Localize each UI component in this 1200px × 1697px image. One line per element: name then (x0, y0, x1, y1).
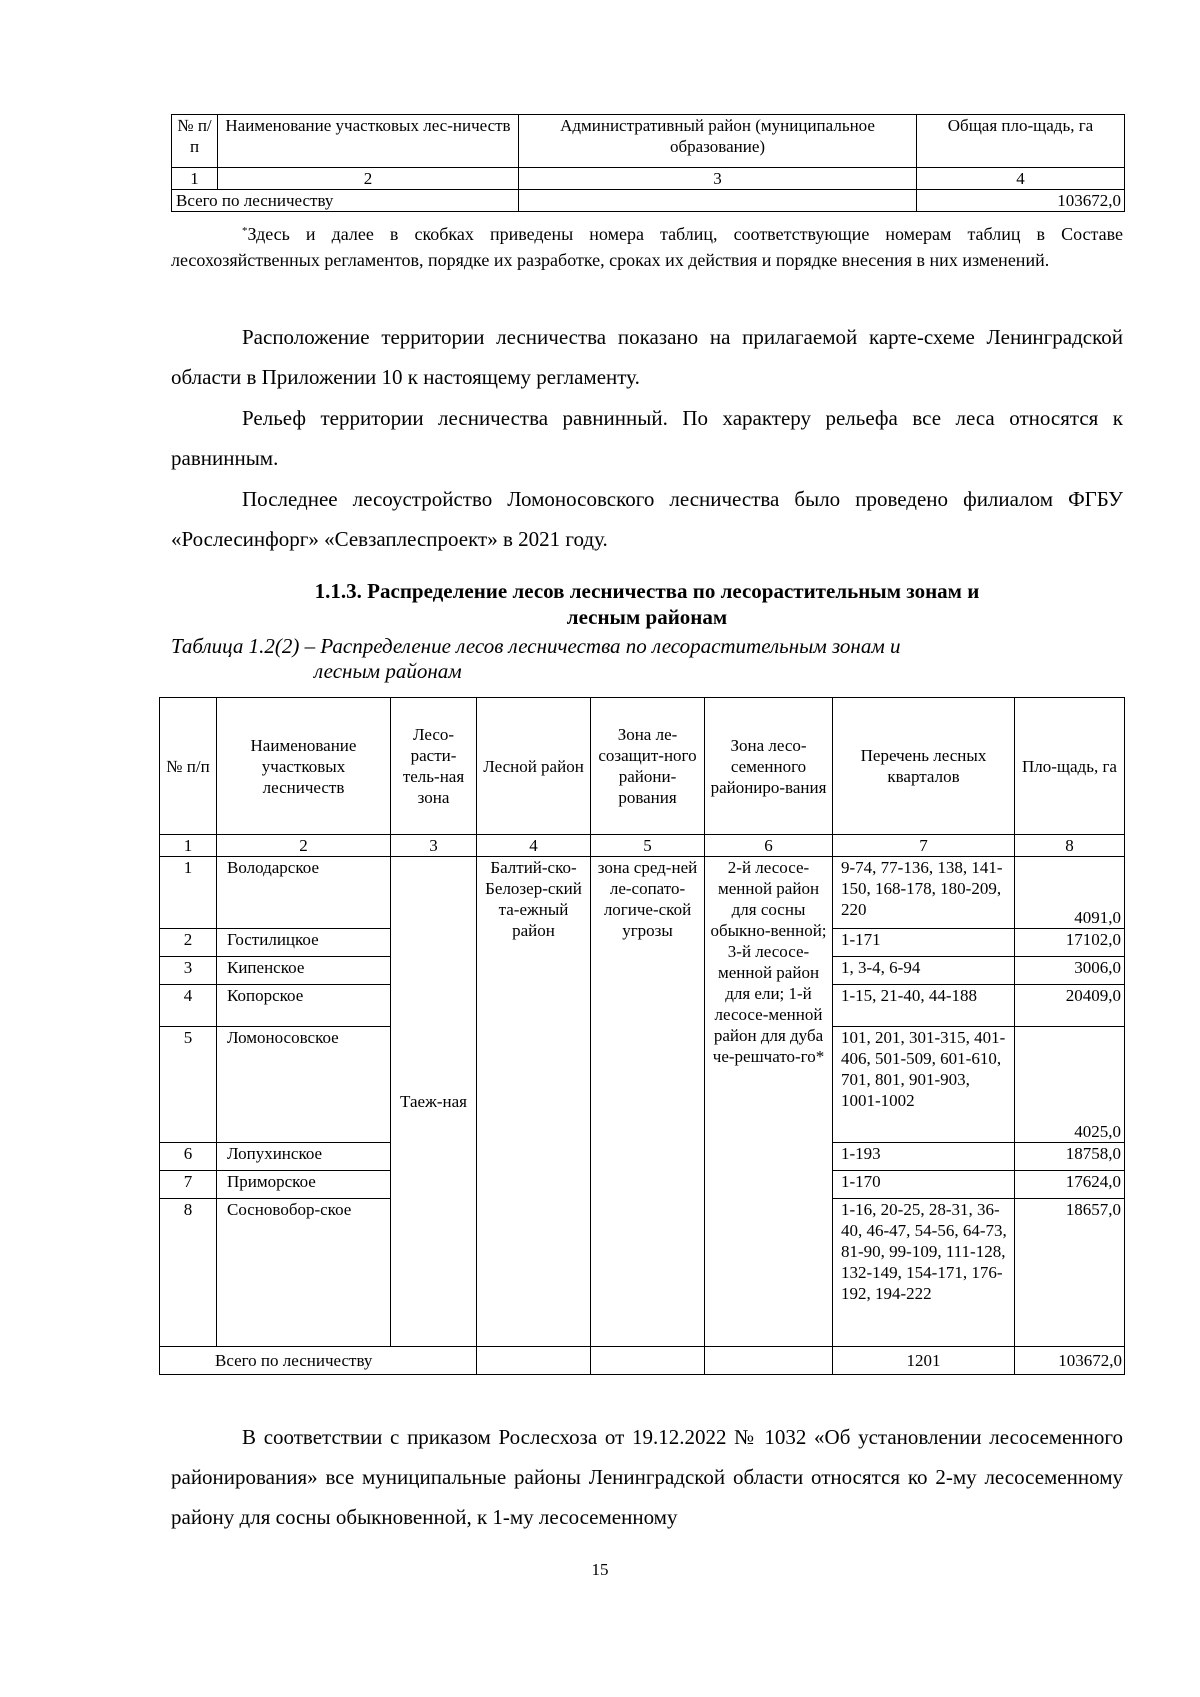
area-value: 17102,0 (1015, 929, 1125, 957)
column-number: 5 (591, 835, 705, 857)
total-area: 103672,0 (1015, 1347, 1125, 1375)
column-number: 4 (477, 835, 591, 857)
column-number: 2 (217, 835, 391, 857)
quarters-list: 1-171 (833, 929, 1015, 957)
quarters-list: 101, 201, 301-315, 401-406, 501-509, 601-610, 701, 801, 901-903, 1001-1002 (833, 1027, 1015, 1143)
empty-cell (519, 190, 917, 212)
header-cell: № п/п (172, 115, 218, 168)
area-value: 18758,0 (1015, 1143, 1125, 1171)
total-label: Всего по лесничеству (172, 190, 519, 212)
forestry-name: Сосновобор-ское (217, 1199, 391, 1347)
row-number: 2 (160, 929, 217, 957)
area-value: 3006,0 (1015, 957, 1125, 985)
paragraph: В соответствии с приказом Рослесхоза от 19.12.2022 № 1032 «Об установлении лесосеменного районирования» все муниципальные районы Ленинградской области относятся ко 2-му лесосеменному району для сосны обыкновенной, к 1-му лесосеменному (171, 1425, 1123, 1529)
header-cell: Наименование участковых лесничеств (217, 698, 391, 835)
table-caption (171, 634, 1123, 684)
section-heading-line: 1.1.3. Распределение лесов лесничества по лесорастительным зонам и (314, 579, 980, 603)
quarters-list: 9-74, 77-136, 138, 141-150, 168-178, 180-209, 220 (833, 857, 1015, 929)
total-label: Всего по лесничеству (160, 1347, 477, 1375)
column-number: 2 (218, 168, 519, 190)
header-cell: Зона ле-созащит-ного райони-рования (591, 698, 705, 835)
column-number: 1 (160, 835, 217, 857)
area-value: 4025,0 (1015, 1027, 1125, 1143)
row-number: 5 (160, 1027, 217, 1143)
row-number: 4 (160, 985, 217, 1027)
protection-zone: зона сред-ней ле-сопато-логиче-ской угрозы (591, 857, 705, 1347)
table-header-row (160, 698, 1125, 835)
forestry-name: Ломоносовское (217, 1027, 391, 1143)
vegetation-zone: Таеж-ная (391, 857, 477, 1347)
footnote-star: * (242, 225, 248, 237)
quarters-list: 1-193 (833, 1143, 1015, 1171)
quarters-list: 1, 3-4, 6-94 (833, 957, 1015, 985)
row-number: 1 (160, 857, 217, 929)
header-cell: № п/п (160, 698, 217, 835)
forestry-name: Приморское (217, 1171, 391, 1199)
table-caption-line: лесным районам (314, 659, 462, 683)
page-number: 15 (591, 1560, 609, 1579)
section-heading (171, 578, 1123, 630)
header-cell: Лесной район (477, 698, 591, 835)
quarters-list: 1-16, 20-25, 28-31, 36-40, 46-47, 54-56, 64-73, 81-90, 99-109, 111-128, 132-149, 154-171, 176-192, 194-222 (833, 1199, 1015, 1347)
forestry-name: Копорское (217, 985, 391, 1027)
row-number: 7 (160, 1171, 217, 1199)
column-number: 3 (519, 168, 917, 190)
forestry-name: Кипенское (217, 957, 391, 985)
total-quarters: 1201 (833, 1347, 1015, 1375)
table-column-number-row (160, 835, 1125, 857)
row-number: 3 (160, 957, 217, 985)
row-number: 8 (160, 1199, 217, 1347)
footnote (171, 221, 1123, 273)
table-row (160, 857, 1125, 929)
header-cell: Зона лесо-семенного райониро-вания (705, 698, 833, 835)
footnote-text: Здесь и далее в скобках приведены номера таблиц, соответствующие номерам таблиц в Составе лесохозяйственных регламентов, порядке их разработке, сроках их действия и порядке внесения в них изменений. (171, 224, 1123, 270)
empty-cell (591, 1347, 705, 1375)
empty-cell (705, 1347, 833, 1375)
forest-distribution-table (159, 697, 1125, 1375)
table-total-row (172, 190, 1125, 212)
total-area: 103672,0 (917, 190, 1125, 212)
paragraph: Расположение территории лесничества показано на прилагаемой карте-схеме Ленинградской области в Приложении 10 к настоящему регламенту. (171, 325, 1123, 389)
forestry-name: Гостилицкое (217, 929, 391, 957)
column-number: 3 (391, 835, 477, 857)
table-total-row (160, 1347, 1125, 1375)
header-cell: Наименование участковых лес-ничеств (218, 115, 519, 168)
forest-region: Балтий-ско-Белозер-ский та-ежный район (477, 857, 591, 1347)
forestry-name: Лопухинское (217, 1143, 391, 1171)
seed-zone: 2-й лесосе-менной район для сосны обыкно-венной; 3-й лесосе-менной район для ели; 1-й лесосе-менной район для дуба че-решчато-го* (705, 857, 833, 1347)
section-heading-line: лесным районам (566, 605, 728, 629)
paragraph: Последнее лесоустройство Ломоносовского лесничества было проведено филиалом ФГБУ «Рослесинфорг» «Севзаплеспроект» в 2021 году. (171, 487, 1123, 551)
quarters-list: 1-170 (833, 1171, 1015, 1199)
header-cell: Административный район (муниципальное образование) (519, 115, 917, 168)
table-header-row (172, 115, 1125, 168)
column-number: 8 (1015, 835, 1125, 857)
area-value: 20409,0 (1015, 985, 1125, 1027)
row-number: 6 (160, 1143, 217, 1171)
header-cell: Общая пло-щадь, га (917, 115, 1125, 168)
table-caption-line: Таблица 1.2(2) – Распределение лесов лесничества по лесорастительным зонам и (171, 634, 901, 658)
quarters-list: 1-15, 21-40, 44-188 (833, 985, 1015, 1027)
empty-cell (477, 1347, 591, 1375)
column-number: 1 (172, 168, 218, 190)
column-number: 4 (917, 168, 1125, 190)
header-cell: Пло-щадь, га (1015, 698, 1125, 835)
header-cell: Перечень лесных кварталов (833, 698, 1015, 835)
forestry-name: Володарское (217, 857, 391, 929)
column-number: 7 (833, 835, 1015, 857)
table-column-number-row (172, 168, 1125, 190)
header-cell: Лесо-расти-тель-ная зона (391, 698, 477, 835)
forestry-area-table (171, 114, 1125, 212)
area-value: 17624,0 (1015, 1171, 1125, 1199)
paragraph: Рельеф территории лесничества равнинный. По характеру рельефа все леса относятся к равнинным. (171, 406, 1123, 470)
area-value: 4091,0 (1015, 857, 1125, 929)
column-number: 6 (705, 835, 833, 857)
area-value: 18657,0 (1015, 1199, 1125, 1347)
